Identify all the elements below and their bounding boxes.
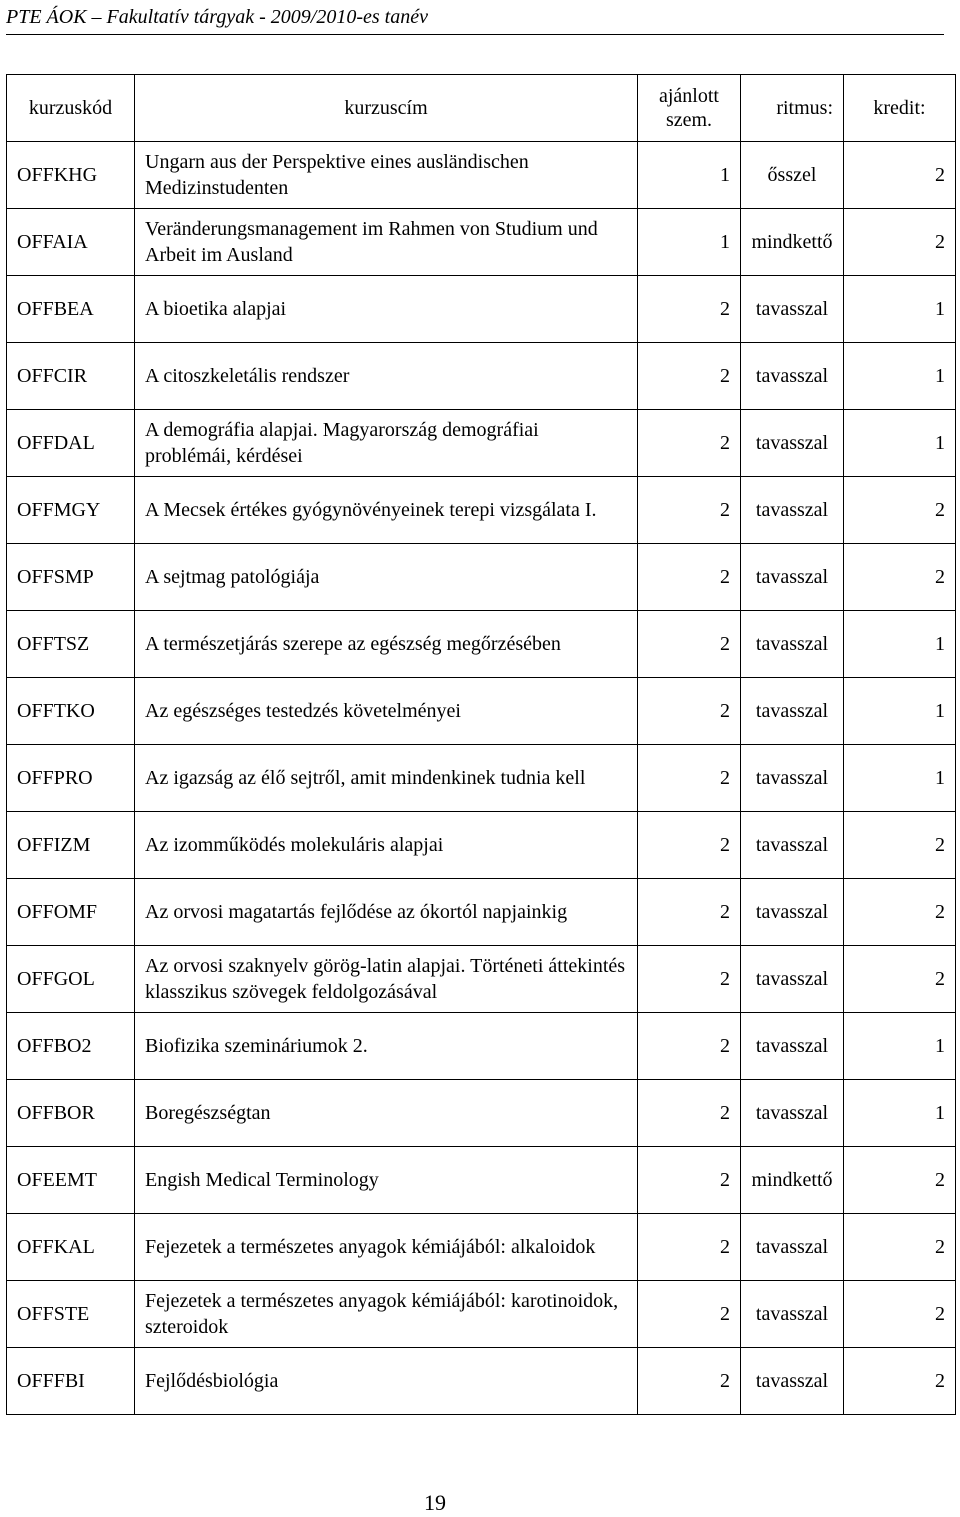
recommended-semester-cell: 2 <box>638 879 741 946</box>
course-code-cell: OFFIZM <box>7 812 135 879</box>
rhythm-cell: mindkettő <box>741 1147 844 1214</box>
credit-cell: 1 <box>844 276 956 343</box>
credit-cell: 1 <box>844 611 956 678</box>
course-code-cell: OFFFBI <box>7 1348 135 1415</box>
recommended-semester-cell: 2 <box>638 1013 741 1080</box>
rhythm-cell: tavasszal <box>741 745 844 812</box>
course-title-cell: Az orvosi szaknyelv görög-latin alapjai. Történeti áttekintés klasszikus szövegek feldolgozásával <box>135 946 638 1013</box>
course-code-cell: OFFTSZ <box>7 611 135 678</box>
course-code-cell: OFFTKO <box>7 678 135 745</box>
course-code-cell: OFFSMP <box>7 544 135 611</box>
table-row <box>7 142 956 209</box>
table-row <box>7 209 956 276</box>
course-title-cell: Veränderungsmanagement im Rahmen von Studium und Arbeit im Ausland <box>135 209 638 276</box>
recommended-semester-cell: 2 <box>638 678 741 745</box>
table-row <box>7 1281 956 1348</box>
recommended-semester-cell: 2 <box>638 1214 741 1281</box>
credit-cell: 2 <box>844 477 956 544</box>
table-row <box>7 879 956 946</box>
course-title-cell: A demográfia alapjai. Magyarország demográfiai problémái, kérdései <box>135 410 638 477</box>
recommended-semester-cell: 2 <box>638 812 741 879</box>
rhythm-cell: mindkettő <box>741 209 844 276</box>
recommended-semester-cell: 2 <box>638 343 741 410</box>
column-header-title: kurzuscím <box>135 75 638 142</box>
course-title-cell: Ungarn aus der Perspektive eines ausländischen Medizinstudenten <box>135 142 638 209</box>
course-title-cell: A Mecsek értékes gyógynövényeinek terepi vizsgálata I. <box>135 477 638 544</box>
course-code-cell: OFFKAL <box>7 1214 135 1281</box>
table-row <box>7 1214 956 1281</box>
table-row <box>7 946 956 1013</box>
table-row <box>7 745 956 812</box>
credit-cell: 2 <box>844 812 956 879</box>
table-row <box>7 1013 956 1080</box>
course-code-cell: OFFBO2 <box>7 1013 135 1080</box>
recommended-semester-cell: 2 <box>638 276 741 343</box>
course-code-cell: OFFBOR <box>7 1080 135 1147</box>
course-code-cell: OFFSTE <box>7 1281 135 1348</box>
course-title-cell: A citoszkeletális rendszer <box>135 343 638 410</box>
course-title-cell: Fejlődésbiológia <box>135 1348 638 1415</box>
table-row <box>7 544 956 611</box>
course-code-cell: OFFDAL <box>7 410 135 477</box>
table-body <box>7 142 956 1415</box>
column-header-rhythm: ritmus: <box>741 75 844 142</box>
credit-cell: 1 <box>844 1013 956 1080</box>
recommended-semester-cell: 2 <box>638 946 741 1013</box>
recommended-semester-cell: 2 <box>638 410 741 477</box>
table-row <box>7 812 956 879</box>
course-code-cell: OFFMGY <box>7 477 135 544</box>
credit-cell: 2 <box>844 946 956 1013</box>
course-title-cell: Az izomműködés molekuláris alapjai <box>135 812 638 879</box>
course-code-cell: OFFCIR <box>7 343 135 410</box>
page-header <box>6 4 944 35</box>
credit-cell: 2 <box>844 1281 956 1348</box>
rhythm-cell: tavasszal <box>741 343 844 410</box>
table-row <box>7 1147 956 1214</box>
table-row <box>7 611 956 678</box>
rhythm-cell: tavasszal <box>741 678 844 745</box>
table-row <box>7 276 956 343</box>
rhythm-cell: tavasszal <box>741 946 844 1013</box>
table-row <box>7 410 956 477</box>
course-title-cell: A sejtmag patológiája <box>135 544 638 611</box>
table-header-row <box>7 75 956 142</box>
recommended-semester-cell: 1 <box>638 142 741 209</box>
course-code-cell: OFEEMT <box>7 1147 135 1214</box>
column-header-code: kurzuskód <box>7 75 135 142</box>
rhythm-cell: tavasszal <box>741 1080 844 1147</box>
course-title-cell: Boregészségtan <box>135 1080 638 1147</box>
recommended-semester-cell: 2 <box>638 611 741 678</box>
rhythm-cell: tavasszal <box>741 477 844 544</box>
course-code-cell: OFFOMF <box>7 879 135 946</box>
table-row <box>7 678 956 745</box>
page-header-title: PTE ÁOK – Fakultatív tárgyak - 2009/2010-es tanév <box>6 6 428 28</box>
table-row <box>7 343 956 410</box>
credit-cell: 1 <box>844 343 956 410</box>
recommended-semester-cell: 2 <box>638 544 741 611</box>
course-code-cell: OFFBEA <box>7 276 135 343</box>
table-row <box>7 1080 956 1147</box>
recommended-semester-cell: 2 <box>638 477 741 544</box>
rhythm-cell: tavasszal <box>741 1214 844 1281</box>
credit-cell: 2 <box>844 879 956 946</box>
course-title-cell: Az egészséges testedzés követelményei <box>135 678 638 745</box>
table-row <box>7 1348 956 1415</box>
column-header-credit: kredit: <box>844 75 956 142</box>
credit-cell: 2 <box>844 544 956 611</box>
credit-cell: 2 <box>844 1214 956 1281</box>
rhythm-cell: tavasszal <box>741 879 844 946</box>
rhythm-cell: tavasszal <box>741 1348 844 1415</box>
recommended-semester-cell: 2 <box>638 1281 741 1348</box>
course-title-cell: A bioetika alapjai <box>135 276 638 343</box>
page-number: 19 <box>424 1490 446 1515</box>
credit-cell: 2 <box>844 1348 956 1415</box>
course-title-cell: Fejezetek a természetes anyagok kémiájából: alkaloidok <box>135 1214 638 1281</box>
credit-cell: 1 <box>844 1080 956 1147</box>
credit-cell: 1 <box>844 410 956 477</box>
course-table <box>6 74 956 1415</box>
recommended-semester-cell: 2 <box>638 745 741 812</box>
course-title-cell: Az orvosi magatartás fejlődése az ókortól napjainkig <box>135 879 638 946</box>
course-title-cell: Az igazság az élő sejtről, amit mindenkinek tudnia kell <box>135 745 638 812</box>
column-header-recommended: ajánlott szem. <box>638 75 741 142</box>
recommended-semester-cell: 2 <box>638 1080 741 1147</box>
credit-cell: 2 <box>844 142 956 209</box>
rhythm-cell: tavasszal <box>741 276 844 343</box>
recommended-semester-cell: 1 <box>638 209 741 276</box>
rhythm-cell: tavasszal <box>741 812 844 879</box>
rhythm-cell: tavasszal <box>741 544 844 611</box>
rhythm-cell: ősszel <box>741 142 844 209</box>
course-code-cell: OFFKHG <box>7 142 135 209</box>
credit-cell: 1 <box>844 745 956 812</box>
table-row <box>7 477 956 544</box>
rhythm-cell: tavasszal <box>741 1013 844 1080</box>
course-code-cell: OFFAIA <box>7 209 135 276</box>
rhythm-cell: tavasszal <box>741 611 844 678</box>
course-title-cell: Engish Medical Terminology <box>135 1147 638 1214</box>
course-code-cell: OFFPRO <box>7 745 135 812</box>
course-title-cell: Biofizika szemináriumok 2. <box>135 1013 638 1080</box>
course-title-cell: Fejezetek a természetes anyagok kémiájából: karotinoidok, szteroidok <box>135 1281 638 1348</box>
recommended-semester-cell: 2 <box>638 1348 741 1415</box>
course-title-cell: A természetjárás szerepe az egészség megőrzésében <box>135 611 638 678</box>
recommended-semester-cell: 2 <box>638 1147 741 1214</box>
course-code-cell: OFFGOL <box>7 946 135 1013</box>
credit-cell: 1 <box>844 678 956 745</box>
rhythm-cell: tavasszal <box>741 1281 844 1348</box>
rhythm-cell: tavasszal <box>741 410 844 477</box>
credit-cell: 2 <box>844 1147 956 1214</box>
credit-cell: 2 <box>844 209 956 276</box>
